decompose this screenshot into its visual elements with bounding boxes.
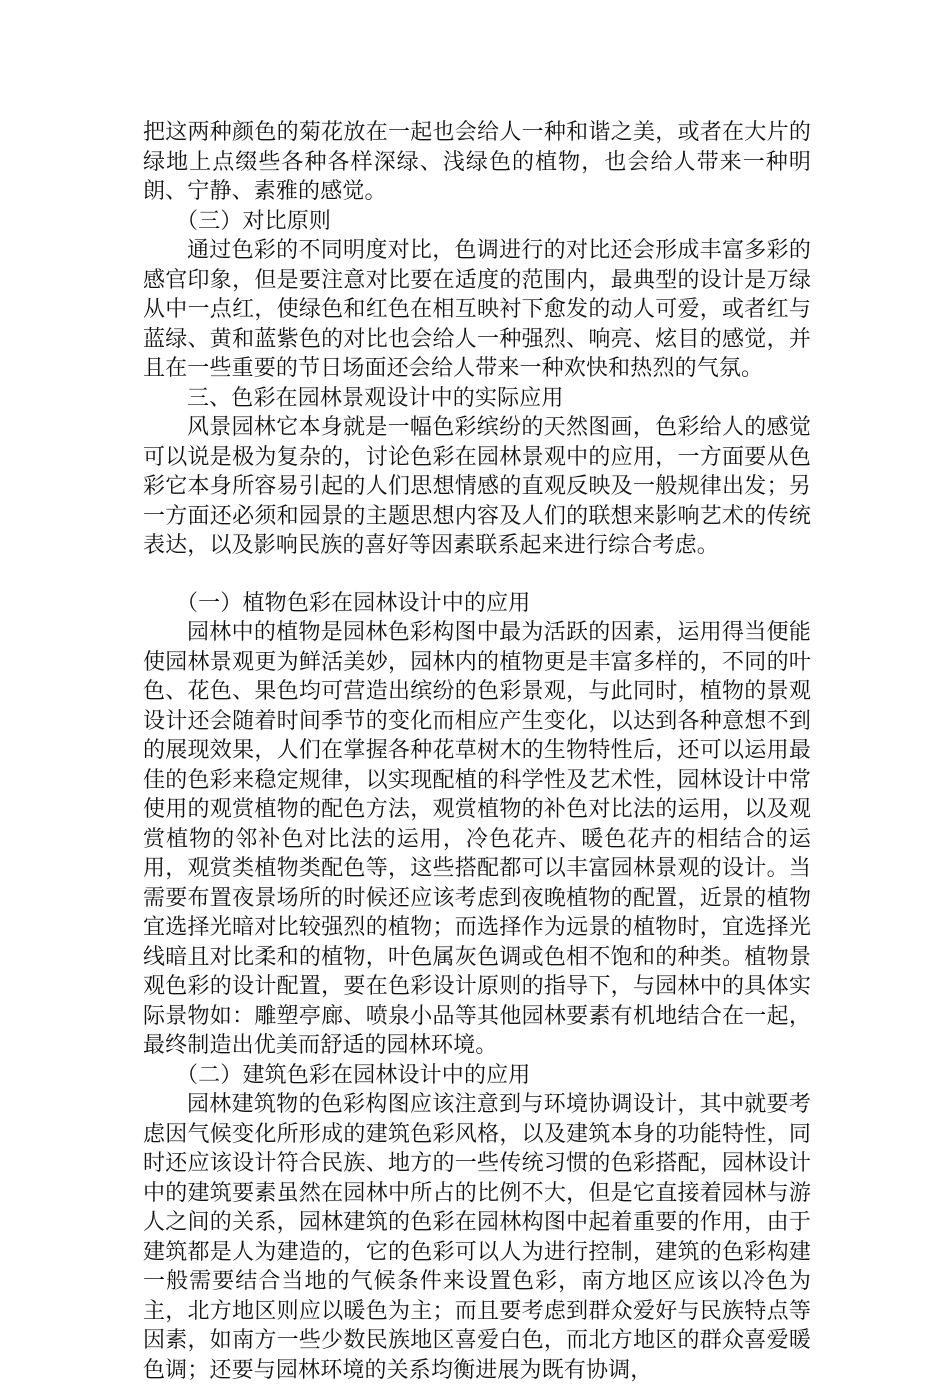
paragraph-contrast: 通过色彩的不同明度对比，色调进行的对比还会形成丰富多彩的感官印象，但是要注意对比要在适度的范围内，最典型的设计是万绿从中一点红，使绿色和红色在相互映衬下愈发的动人可爱，或者红与蓝绿、黄和蓝紫色的对比也会给人一种强烈、响亮、炫目的感觉，并且在一些重要的节日场面还会给人带来一种欢快和热烈的气氛。 xyxy=(143,238,811,381)
heading-contrast-principle: （三）对比原则 xyxy=(176,208,332,234)
heading-building-color: （二）建筑色彩在园林设计中的应用 xyxy=(176,1062,531,1088)
paragraph-landscape-intro: 风景园林它本身就是一幅色彩缤纷的天然图画，色彩给人的感觉可以说是极为复杂的，讨论色彩在园林景观中的应用，一方面要从色彩它本身所容易引起的人们思想情感的直观反映及一般规律出发；另一方面还必须和园景的主题思想内容及人们的联想来影响艺术的传统表达，以及影响民族的喜好等因素联系起来进行综合考虑。 xyxy=(143,415,811,558)
paragraph-building-color: 园林建筑物的色彩构图应该注意到与环境协调设计，其中就要考虑因气候变化所形成的建筑色彩风格，以及建筑本身的功能特性，同时还应该设计符合民族、地方的一些传统习惯的色彩搭配，园林设计中的建筑要素虽然在园林中所占的比例不大，但是它直接着园林与游人之间的关系，园林建筑的色彩在园林构图中起着重要的作用，由于建筑都是人为建造的，它的色彩可以人为进行控制，建筑的色彩构建一般需要结合当地的气候条件来设置色彩，南方地区应该以冷色为主，北方地区则应以暖色为主；而且要考虑到群众爱好与民族特点等因素，如南方一些少数民族地区喜爱白色，而北方地区的群众喜爱暖色调；还要与园林环境的关系均衡进展为既有协调， xyxy=(143,1092,811,1383)
paragraph-harmony-continued: 把这两种颜色的菊花放在一起也会给人一种和谐之美，或者在大片的绿地上点缀些各种各样深绿、浅绿色的植物，也会给人带来一种明朗、宁静、素雅的感觉。 xyxy=(143,120,811,204)
paragraph-gap xyxy=(143,561,811,589)
heading-plant-color: （一）植物色彩在园林设计中的应用 xyxy=(176,590,531,616)
paragraph-plant-color: 园林中的植物是园林色彩构图中最为活跃的因素，运用得当便能使园林景观更为鲜活美妙，园林内的植物更是丰富多样的，不同的叶色、花色、果色均可营造出缤纷的色彩景观，与此同时，植物的景观设计还会随着时间季节的变化而相应产生变化，以达到各种意想不到的展现效果，人们在掌握各种花草树木的生物特性后，还可以运用最佳的色彩来稳定规律，以实现配植的科学性及艺术性，园林设计中常使用的观赏植物的配色方法，观赏植物的补色对比法的运用，以及观赏植物的邻补色对比法的运用，冷色花卉、暖色花卉的相结合的运用，观赏类植物类配色等，这些搭配都可以丰富园林景观的设计。当需要布置夜景场所的时候还应该考虑到夜晚植物的配置，近景的植物宜选择光暗对比较强烈的植物；而选择作为远景的植物时，宜选择光线暗且对比柔和的植物，叶色属灰色调或色相不饱和的种类。植物景观色彩的设计配置，要在色彩设计原则的指导下，与园林中的具体实际景物如：雕塑亭廊、喷泉小品等其他园林要素有机地结合在一起，最终制造出优美而舒适的园林环境。 xyxy=(143,620,811,1058)
heading-section-3: 三、色彩在园林景观设计中的实际应用 xyxy=(187,385,564,411)
document-page xyxy=(143,118,811,1385)
